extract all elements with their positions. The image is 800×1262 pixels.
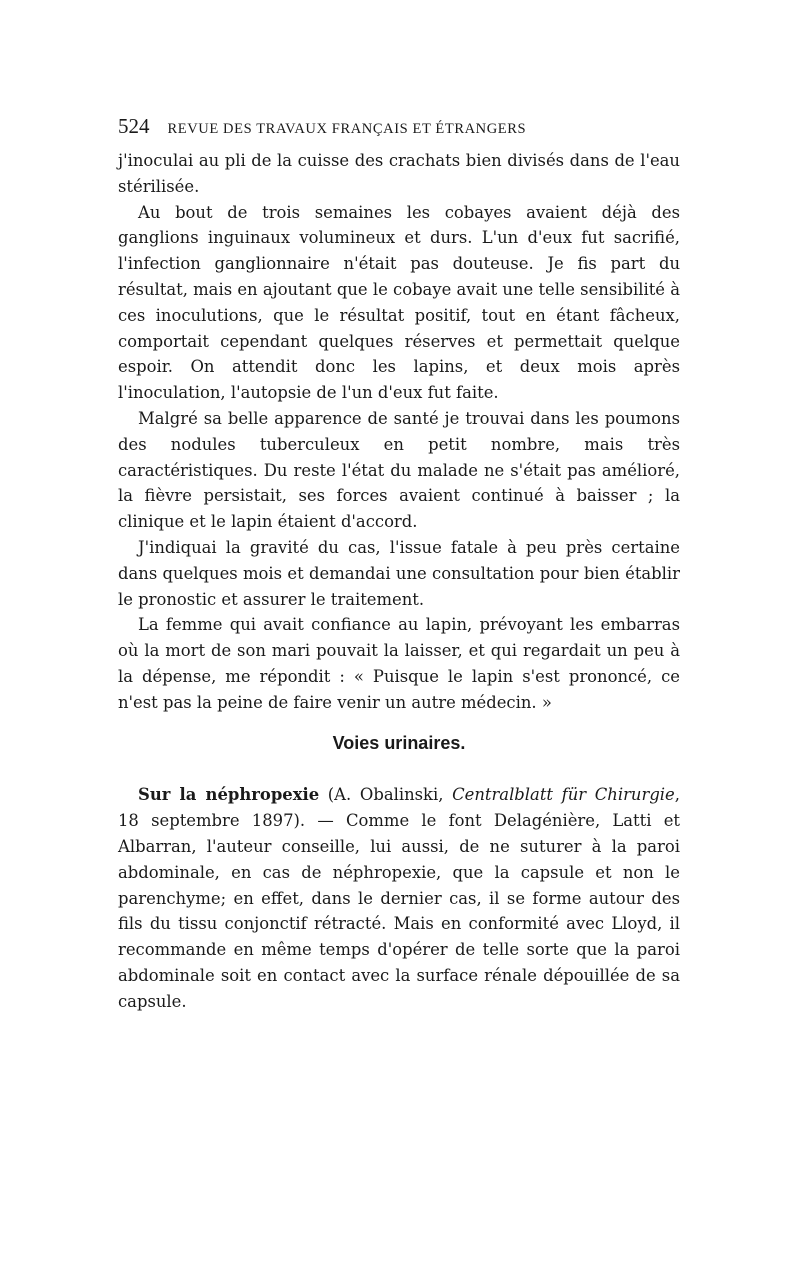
body-text — [118, 148, 680, 1015]
book-page — [118, 114, 680, 1015]
article-paragraph — [118, 782, 680, 1014]
journal-title: REVUE DES TRAVAUX FRANÇAIS ET ÉTRANGERS — [167, 121, 527, 137]
article-author: (A. Obalinski, — [319, 785, 453, 805]
page-number: 524 — [118, 114, 150, 138]
article-journal: Centralblatt für Chirurgie — [452, 785, 675, 805]
paragraph-continuation: j'inoculai au pli de la cuisse des crachats bien divisés dans de l'eau stérilisée. — [118, 151, 680, 196]
paragraph: Au bout de trois semaines les cobayes avaient déjà des ganglions inguinaux volumineux et durs. L'un d'eux fut sacrifié, l'infection ganglionnaire n'était pas douteuse. Je fis part du résultat, mais en ajoutant que le cobaye avait une telle sensibilité à ces inoculutions, que le résultat positif, tout en étant fâcheux, comportait cependant quelques réserves et permettait quelque espoir. On attendit donc les lapins, et deux mois après l'inoculation, l'autopsie de l'un d'eux fut faite. — [118, 202, 680, 403]
section-heading: Voies urinaires. — [332, 732, 466, 753]
paragraph: J'indiquai la gravité du cas, l'issue fatale à peu près certaine dans quelques mois et demandai une consultation pour bien établir le pronostic et assurer le traitement. — [118, 537, 680, 609]
running-head — [118, 114, 680, 144]
article-title: Sur la néphropexie — [138, 785, 320, 805]
paragraph: La femme qui avait confiance au lapin, prévoyant les embarras où la mort de son mari pouvait la laisser, et qui regardait un peu à la dépense, me répondit : « Puisque le lapin s'est prononcé, ce n'est pas la peine de faire venir un autre médecin. » — [118, 615, 680, 712]
article-body: , 18 septembre 1897). — Comme le font Delagénière, Latti et Albarran, l'auteur conseille, lui aussi, de ne suturer à la paroi abdominale, en cas de néphropexie, que la capsule et non le parenchyme; en effet, dans le dernier cas, il se forme autour des fils du tissu conjonctif rétracté. Mais en conformité avec Lloyd, il recommande en même temps d'opérer de telle sorte que la paroi abdominale soit en contact avec la surface rénale dépouillée de sa capsule. — [118, 785, 680, 1011]
paragraph: Malgré sa belle apparence de santé je trouvai dans les poumons des nodules tuberculeux en petit nombre, mais très caractéristiques. Du reste l'état du malade ne s'était pas amélioré, la fièvre persistait, ses forces avaient continué à baisser ; la clinique et le lapin étaient d'accord. — [118, 408, 680, 532]
